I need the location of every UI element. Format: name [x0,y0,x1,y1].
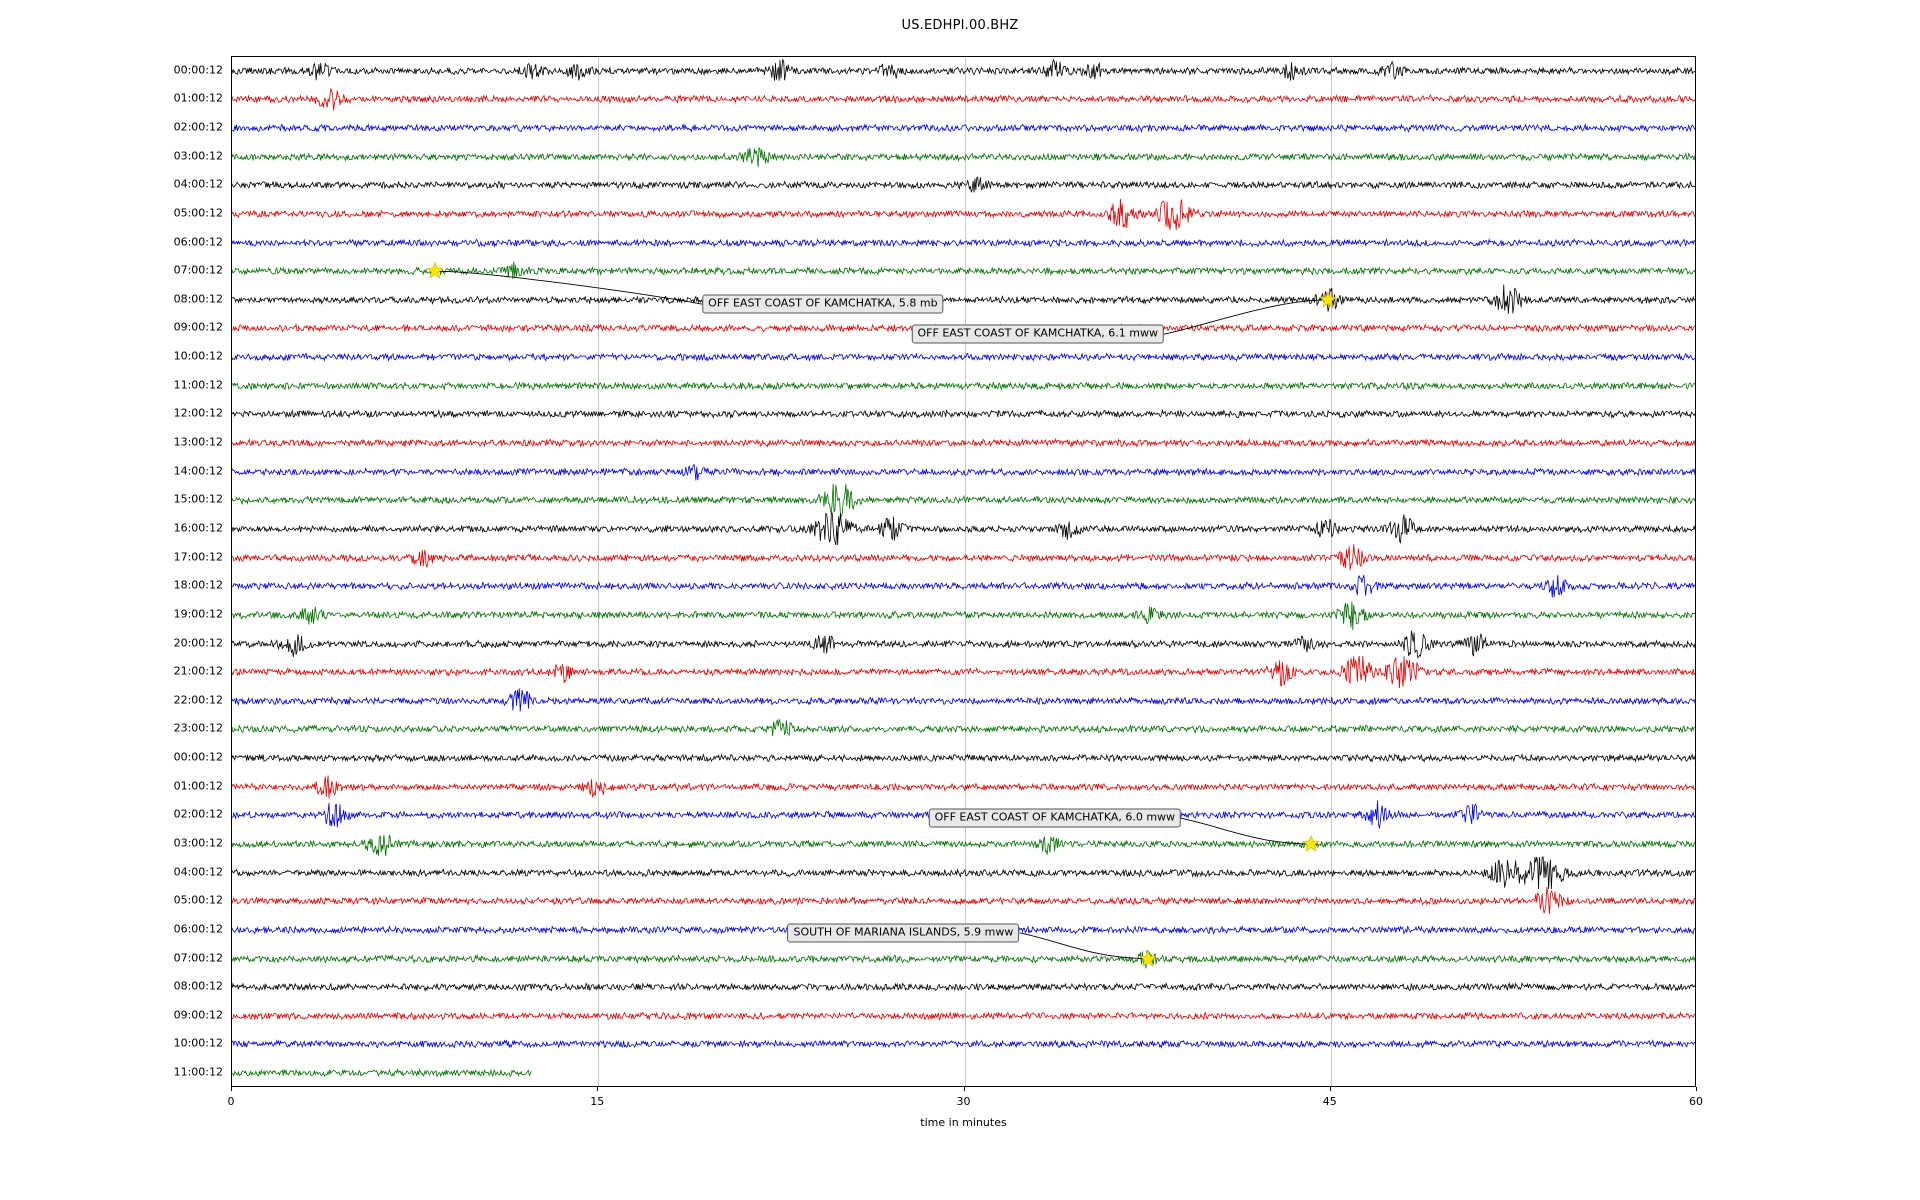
event-annotation-label: OFF EAST COAST OF KAMCHATKA, 6.1 mww [912,325,1164,344]
y-tick-label: 01:00:12 [173,91,223,105]
y-tick-label: 00:00:12 [173,750,223,764]
y-tick-label: 04:00:12 [173,865,223,879]
y-tick-label: 23:00:12 [173,721,223,735]
y-tick-label: 08:00:12 [173,979,223,993]
y-tick-label: 07:00:12 [173,951,223,965]
x-tick [597,1087,598,1091]
y-tick-label: 06:00:12 [173,235,223,249]
annotation-leader [435,271,703,304]
y-tick-label: 02:00:12 [173,120,223,134]
y-tick-label: 03:00:12 [173,836,223,850]
y-tick-label: 01:00:12 [173,779,223,793]
y-tick-label: 14:00:12 [173,464,223,478]
x-tick [1330,1087,1331,1091]
y-tick-label: 13:00:12 [173,435,223,449]
x-tick-label: 30 [956,1095,971,1108]
y-tick-label: 16:00:12 [173,521,223,535]
y-tick-label: 22:00:12 [173,693,223,707]
x-tick-label: 45 [1322,1095,1337,1108]
x-tick [1696,1087,1697,1091]
y-tick-label: 08:00:12 [173,292,223,306]
y-tick-label: 11:00:12 [173,1065,223,1079]
y-tick-label: 02:00:12 [173,807,223,821]
y-tick-label: 11:00:12 [173,378,223,392]
y-tick-label: 04:00:12 [173,177,223,191]
y-tick-label: 05:00:12 [173,206,223,220]
annotation-leader [1019,933,1147,959]
y-tick-label: 10:00:12 [173,349,223,363]
y-tick-label: 09:00:12 [173,1008,223,1022]
y-tick-label: 09:00:12 [173,320,223,334]
event-annotation-label: OFF EAST COAST OF KAMCHATKA, 6.0 mww [929,809,1181,828]
x-axis-label: time in minutes [920,1116,1007,1129]
x-tick-label: 60 [1689,1095,1703,1108]
y-tick-label: 19:00:12 [173,607,223,621]
event-annotation-label: SOUTH OF MARIANA ISLANDS, 5.9 mww [788,923,1020,942]
event-star-marker [1139,950,1157,968]
y-tick-label: 17:00:12 [173,550,223,564]
y-tick-label: 12:00:12 [173,406,223,420]
y-tick-label: 07:00:12 [173,263,223,277]
plot-area [231,56,1696,1087]
event-annotation-label: OFF EAST COAST OF KAMCHATKA, 5.8 mb [702,295,943,314]
y-tick-label: 03:00:12 [173,149,223,163]
y-tick-label: 15:00:12 [173,492,223,506]
event-star-marker [1302,835,1320,853]
annotation-leader [1181,818,1311,844]
y-tick-label: 21:00:12 [173,664,223,678]
x-tick [231,1087,232,1091]
y-tick-label: 10:00:12 [173,1036,223,1050]
page-title: US.EDHPI.00.BHZ [901,18,1019,33]
y-tick-label: 00:00:12 [173,63,223,77]
annotation-leader [1164,300,1329,334]
y-tick-label: 20:00:12 [173,636,223,650]
x-tick-label: 0 [227,1095,235,1108]
y-tick-label: 18:00:12 [173,578,223,592]
event-star-marker [426,262,444,280]
x-tick-label: 15 [590,1095,605,1108]
y-tick-label: 06:00:12 [173,922,223,936]
event-star-marker [1319,291,1337,309]
x-tick [964,1087,965,1091]
y-axis-labels [0,56,231,1087]
y-tick-label: 05:00:12 [173,893,223,907]
